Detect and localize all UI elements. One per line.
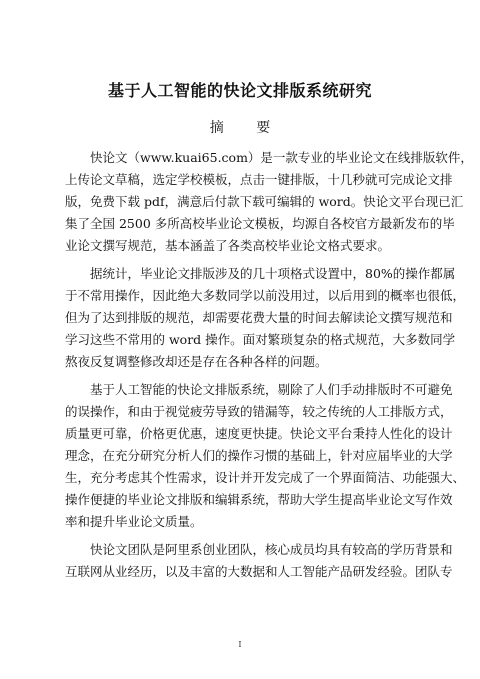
paragraph xyxy=(65,539,453,583)
text-line: 版，免费下载 pdf，满意后付款下载可编辑的 word。快论文平台现已汇 xyxy=(65,194,464,209)
text-line: 理念，在充分研究分析人们的操作习惯的基础上，针对应届毕业的大学 xyxy=(65,448,453,463)
text-line: 集了全国 2500 多所高校毕业论文模板，均源自各校官方最新发布的毕 xyxy=(65,216,455,231)
text-line: 快论文团队是阿里系创业团队，核心成员均具有较高的学历背景和 xyxy=(90,542,453,557)
text-line: 互联网从业经历，以及丰富的大数据和人工智能产品研发经验。团队专 xyxy=(65,564,453,579)
paragraph xyxy=(65,379,466,533)
paragraph xyxy=(65,147,473,257)
text-line: 的误操作，和由于视觉疲劳导致的错漏等，较之传统的人工排版方式， xyxy=(65,404,453,419)
text-line: 上传论文草稿，选定学校模板，点击一键排版，十几秒就可完成论文排 xyxy=(65,172,453,187)
text-line: 基于人工智能的快论文排版系统，剔除了人们手动排版时不可避免 xyxy=(90,382,453,397)
document-title: 基于人工智能的快论文排版系统研究 xyxy=(107,81,372,100)
abstract-heading: 摘 要 xyxy=(209,120,285,136)
text-line: 于不常用操作，因此绝大多数同学以前没用过，以后用到的概率也很低， xyxy=(65,288,466,303)
text-line: 质量更可靠，价格更优惠，速度更快捷。快论文平台秉持人性化的设计 xyxy=(65,426,453,441)
text-line: 操作便捷的毕业论文排版和编辑系统，帮助大学生提高毕业论文写作效 xyxy=(65,492,453,507)
text-line: 业论文撰写规范，基本涵盖了各类高校毕业论文格式要求。 xyxy=(65,238,391,253)
page-number: I xyxy=(238,640,242,649)
text-line: 生，充分考虑其个性需求，设计并开发完成了一个界面简洁、功能强大、 xyxy=(65,470,466,485)
text-line: 据统计，毕业论文排版涉及的几十项格式设置中，80%的操作都属 xyxy=(90,266,456,281)
text-line: 学习这些不常用的 word 操作。面对繁琐复杂的格式规范，大多数同学 xyxy=(65,332,456,347)
text-line: 率和提升毕业论文质量。 xyxy=(65,514,203,529)
text-line: 熬夜反复调整修改却还是存在各种各样的问题。 xyxy=(65,354,328,369)
abstract-body xyxy=(65,147,473,589)
paragraph xyxy=(65,263,466,373)
text-line: 但为了达到排版的规范，却需要花费大量的时间去解读论文撰写规范和 xyxy=(65,310,453,325)
text-line: 快论文（www.kuai65.com）是一款专业的毕业论文在线排版软件， xyxy=(90,150,473,165)
